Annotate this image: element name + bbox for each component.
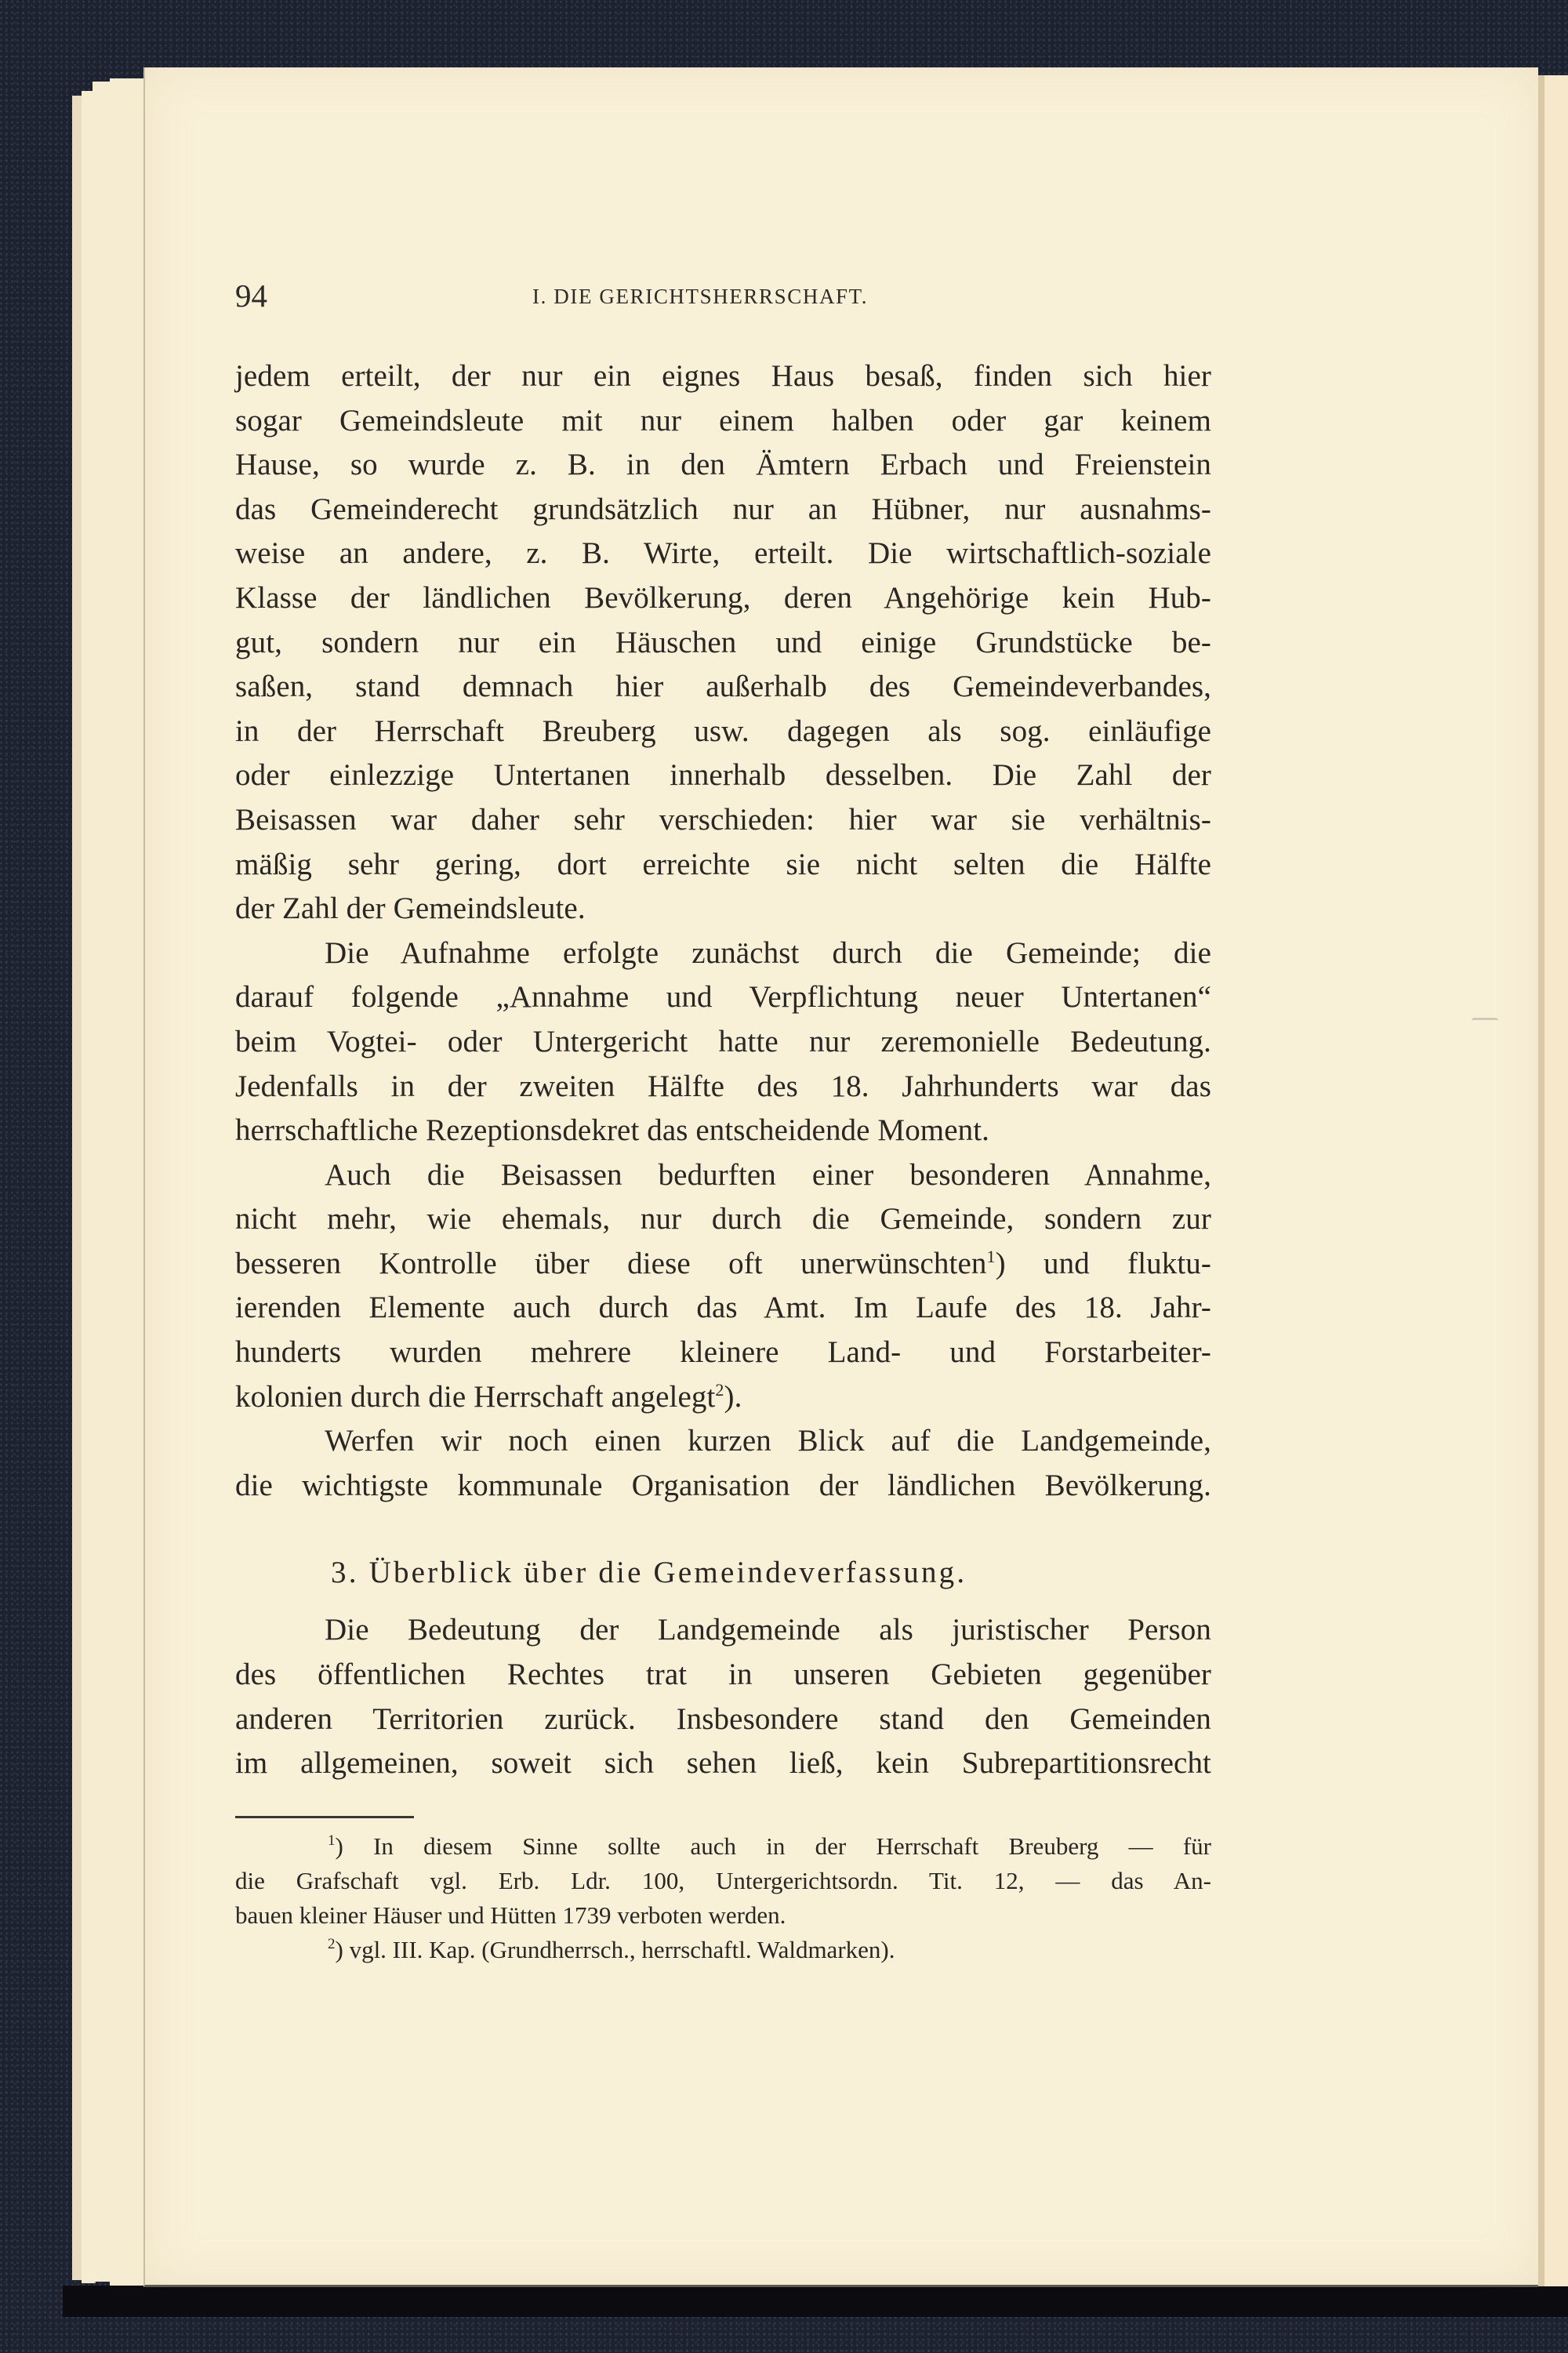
text-fragment: besseren Kontrolle über diese oft unerwünschten <box>235 1246 987 1280</box>
footnote-1 <box>235 1829 1211 1864</box>
footnote-rule <box>235 1816 414 1818</box>
text-line: sogar Gemeindsleute mit nur einem halben oder gar keinem <box>235 403 1211 438</box>
text-line: das Gemeinderecht grundsätzlich nur an Hübner, nur ausnahms- <box>235 492 1211 526</box>
running-head <box>235 276 1211 315</box>
text-line: im allgemeinen, soweit sich sehen ließ, kein Subrepartitionsrecht <box>235 1746 1211 1781</box>
footnote-line: die Grafschaft vgl. Erb. Ldr. 100, Untergerichtsordn. Tit. 12, — das An- <box>235 1867 1211 1894</box>
text-line: mäßig sehr gering, dort erreichte sie nicht selten die Hälfte <box>235 847 1211 881</box>
text-line: herrschaftliche Rezeptionsdekret das entscheidende Moment. <box>235 1113 990 1148</box>
text-fragment: ) und fluktu- <box>995 1246 1211 1280</box>
text-line: weise an andere, z. B. Wirte, erteilt. Die wirtschaftlich-soziale <box>235 536 1211 571</box>
text-line: in der Herrschaft Breuberg usw. dagegen als sog. einläufige <box>235 714 1211 748</box>
text-line: gut, sondern nur ein Häuschen und einige Grundstücke be- <box>235 625 1211 659</box>
text-line: nicht mehr, wie ehemals, nur durch die Gemeinde, sondern zur <box>235 1202 1211 1236</box>
footnote-2 <box>235 1933 1211 1967</box>
text-line: die wichtigste kommunale Organisation der ländlichen Bevölkerung. <box>235 1468 1211 1502</box>
spacer <box>235 1508 1211 1549</box>
footnote-text: ) In diesem Sinne sollte auch in der Herrschaft Breuberg — für <box>335 1832 1211 1860</box>
text-line-with-footnote <box>235 1242 1211 1287</box>
running-title: I. DIE GERICHTSHERRSCHAFT. <box>532 285 869 308</box>
text-line: anderen Territorien zurück. Insbesondere stand den Gemeinden <box>235 1701 1211 1736</box>
text-line: des öffentlichen Rechtes trat in unseren Gebieten gegenüber <box>235 1658 1211 1692</box>
text-line: darauf folgende „Annahme und Verpflichtung neuer Untertanen“ <box>235 980 1211 1015</box>
footnotes <box>235 1829 1211 1967</box>
page-number: 94 <box>235 278 267 314</box>
scan-shadow <box>63 2286 1568 2317</box>
footnote-text: ) vgl. III. Kap. (Grundherrsch., herrschaftl. Waldmarken). <box>335 1936 895 1963</box>
text-line: jedem erteilt, der nur ein eignes Haus besaß, finden sich hier <box>235 359 1211 393</box>
footnote-line: bauen kleiner Häuser und Hütten 1739 verboten werden. <box>235 1901 786 1929</box>
text-line: Jedenfalls in der zweiten Hälfte des 18. Jahrhunderts war das <box>235 1069 1211 1103</box>
paragraph-start-line: Die Bedeutung der Landgemeinde als juristischer Person <box>325 1613 1211 1647</box>
footnote-reference-2[interactable]: 2 <box>715 1379 724 1400</box>
margin-mark <box>1472 1018 1498 1023</box>
footnote-mark: 2 <box>328 1936 336 1952</box>
text-line: saßen, stand demnach hier außerhalb des Gemeindeverbandes, <box>235 670 1211 704</box>
paragraph-start-line: Werfen wir noch einen kurzen Blick auf die Landgemeinde, <box>325 1424 1211 1458</box>
facing-page-edge <box>1538 75 1568 2286</box>
text-line-with-footnote <box>235 1375 1211 1420</box>
text-line: Hause, so wurde z. B. in den Ämtern Erbach und Freienstein <box>235 448 1211 482</box>
footnote-mark: 1 <box>328 1832 336 1849</box>
text-fragment: kolonien durch die Herrschaft angelegt <box>235 1379 716 1414</box>
text-line: der Zahl der Gemeindsleute. <box>235 891 586 926</box>
page-stack-edge <box>110 78 146 2286</box>
spacer <box>235 1597 1211 1608</box>
text-line: hunderts wurden mehrere kleinere Land- und Forstarbeiter- <box>235 1335 1211 1370</box>
text-line: Beisassen war daher sehr verschieden: hier war sie verhältnis- <box>235 802 1211 837</box>
footnote-reference-1[interactable]: 1 <box>986 1246 996 1266</box>
paragraph-start-line: Die Aufnahme erfolgte zunächst durch die Gemeinde; die <box>325 935 1211 970</box>
body-text <box>235 354 1211 1786</box>
text-line: oder einlezzige Untertanen innerhalb desselben. Die Zahl der <box>235 758 1211 793</box>
text-line: beim Vogtei- oder Untergericht hatte nur zeremonielle Bedeutung. <box>235 1024 1211 1058</box>
text-line: ierenden Elemente auch durch das Amt. Im Laufe des 18. Jahr- <box>235 1291 1211 1325</box>
text-line: Klasse der ländlichen Bevölkerung, deren Angehörige kein Hub- <box>235 580 1211 615</box>
page-stack-edge <box>93 82 111 2282</box>
section-heading: 3. Überblick über die Gemeindeverfassung. <box>331 1556 967 1590</box>
paragraph-start-line: Auch die Beisassen bedurften einer besonderen Annahme, <box>325 1157 1211 1192</box>
text-fragment: ). <box>724 1379 742 1414</box>
